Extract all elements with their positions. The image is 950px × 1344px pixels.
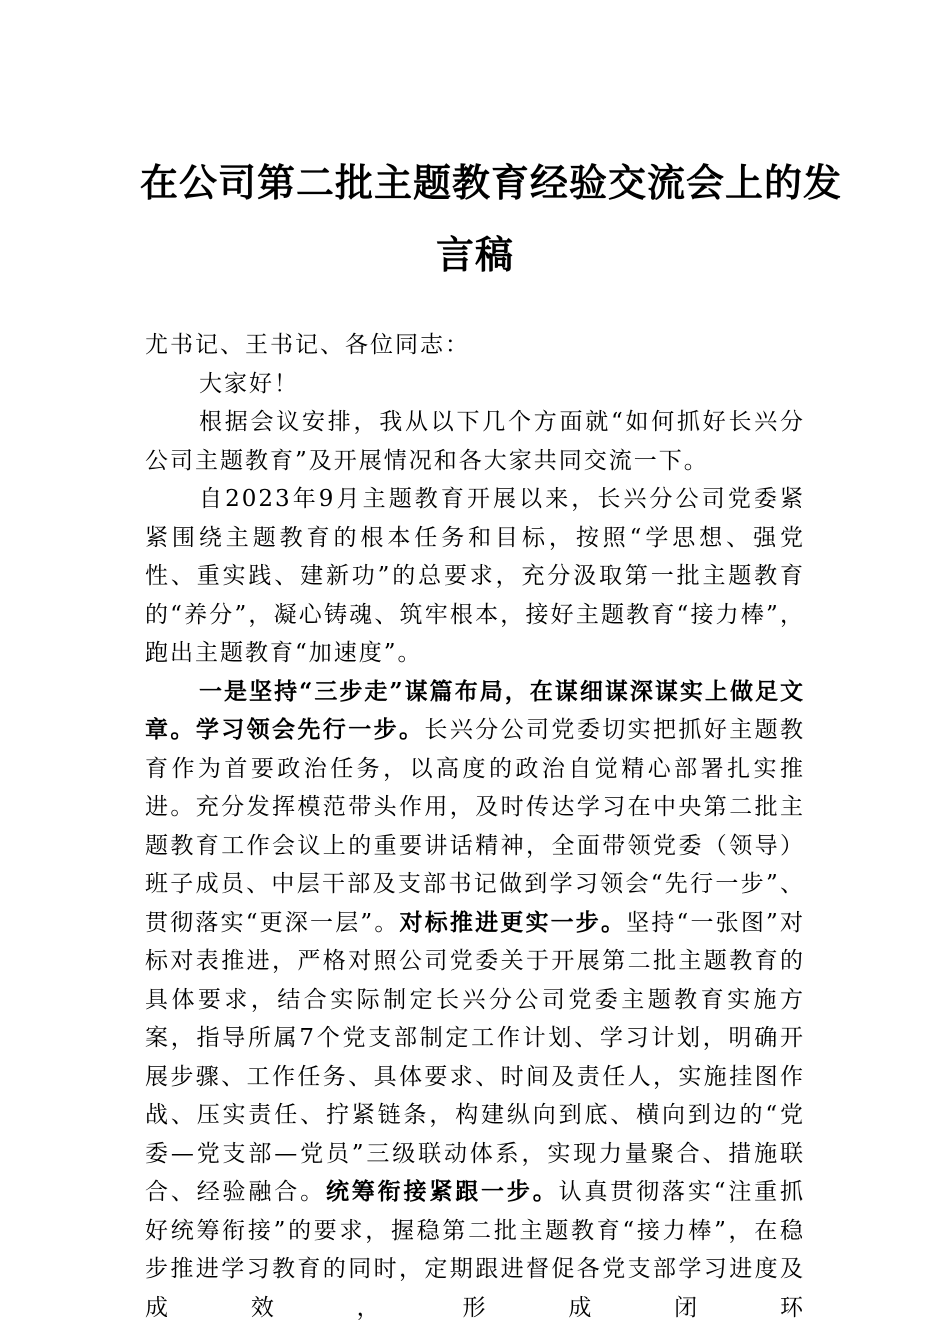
section-1-sub1-text: 长兴分公司党委切实把抓好主题教育作为首要政治任务，以高度的政治自觉精心部署扎实推进。充分发挥模范带头作用，及时传达学习在中央第二批主题教育工作会议上的重要讲话精神，全面带领党委（领导）班子成员、中层干部及支部书记做到学习领会“先行一步”、贯彻落实“更深一层”。 — [145, 717, 806, 936]
section-1-paragraph — [145, 673, 805, 1328]
document-title-line-2: 言稿 — [435, 232, 514, 277]
intro-paragraph: 根据会议安排，我从以下几个方面就“如何抓好长兴分公司主题教育”及开展情况和各大家共同交流一下。 — [145, 409, 805, 474]
section-1-sub1-heading: 学习领会先行一步。 — [195, 716, 425, 743]
section-1-sub3-text: 认真贯彻落实“注重抓好统筹衔接”的要求，握稳第二批主题教育“接力棒”，在稳步推进学习教育的同时，定期跟进督促各党支部学习进度及成效，形成闭环 — [145, 1179, 806, 1321]
section-1-sub3-heading: 统筹衔接紧跟一步。 — [325, 1178, 559, 1205]
overview-paragraph: 自2023年9月主题教育开展以来，长兴分公司党委紧紧围绕主题教育的根本任务和目标，按照“学思想、强党性、重实践、建新功”的总要求，充分汲取第一批主题教育的“养分”，凝心铸魂、筑牢根本，接好主题教育“接力棒”，跑出主题教育“加速度”。 — [145, 486, 805, 666]
greeting: 大家好！ — [199, 370, 299, 397]
document-title-line-1: 在公司第二批主题教育经验交流会上的发 — [140, 160, 843, 205]
document-body — [145, 326, 805, 1327]
salutation: 尤书记、王书记、各位同志： — [145, 332, 470, 358]
section-1-heading: 一是坚持“三步走”谋篇布局，在谋细谋深谋实上做足文章。 — [145, 677, 805, 743]
section-1-sub2-heading: 对标推进更实一步。 — [399, 908, 627, 936]
section-1-sub2-text: 坚持“一张图”对标对表推进，严格对照公司党委关于开展第二批主题教育的具体要求，结合实际制定长兴分公司党委主题教育实施方案，指导所属7个党支部制定工作计划、学习计划，明确开展步骤、工作任务、具体要求、时间及责任人，实施挂图作战、压实责任、拧紧链条，构建纵向到底、横向到边的“党委—党支部—党员”三级联动体系，实现力量聚合、措施联合、经验融合。 — [145, 909, 805, 1205]
